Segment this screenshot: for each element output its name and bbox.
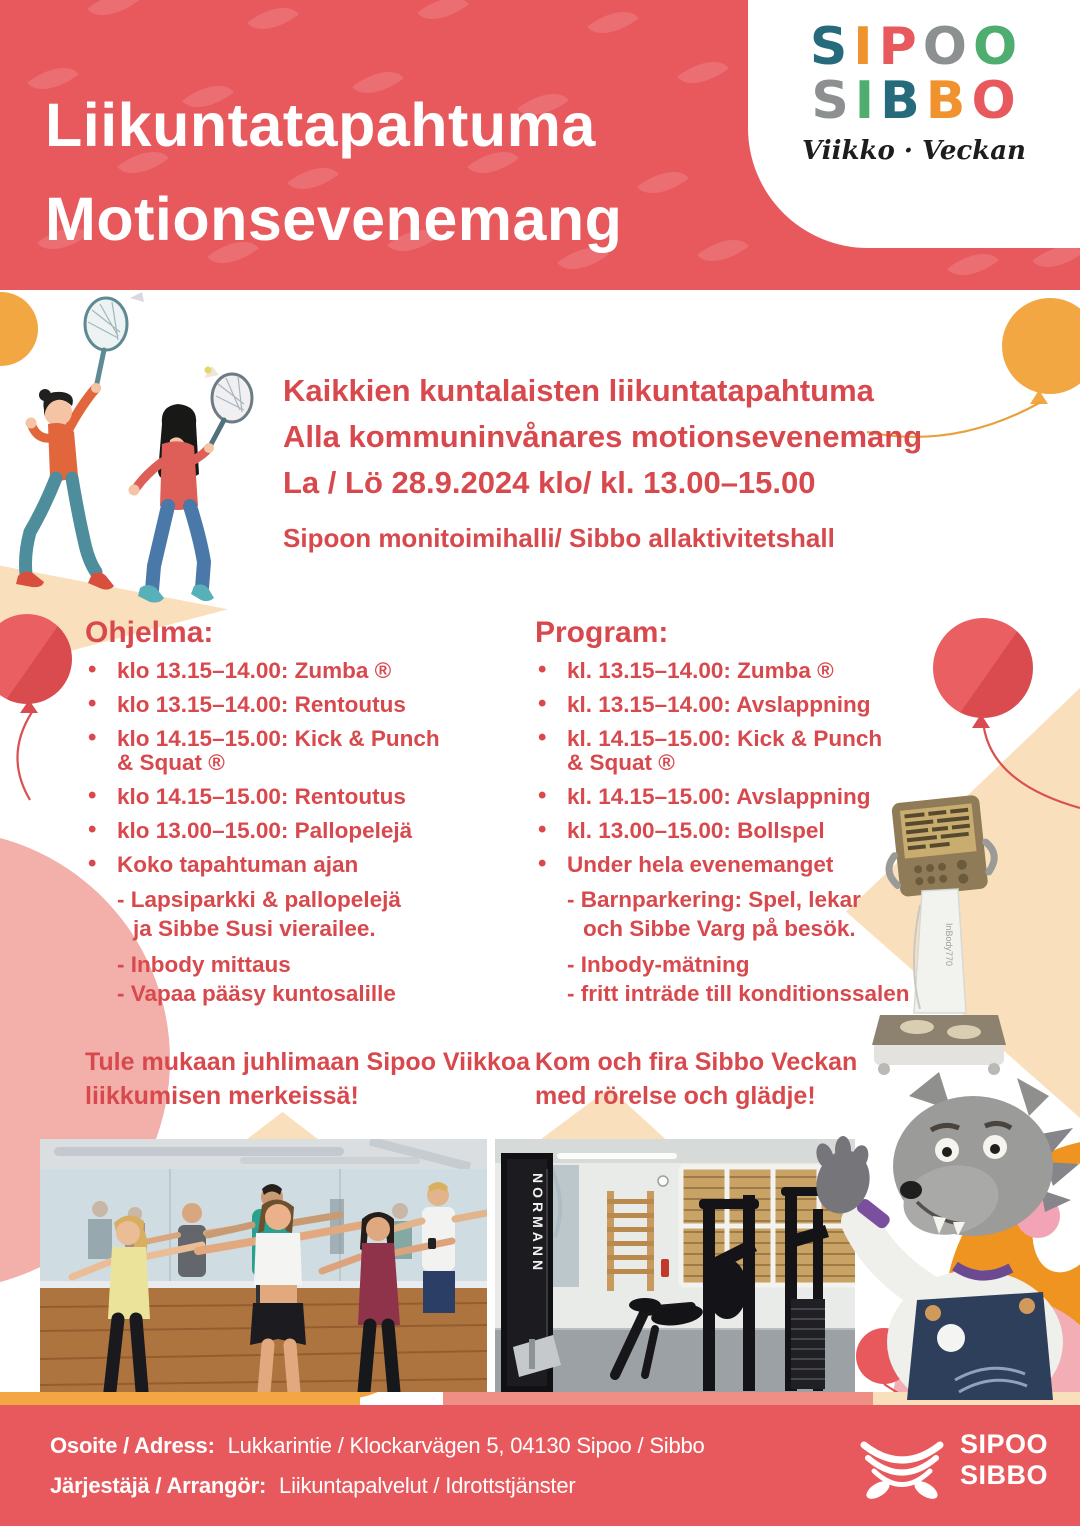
closing-message-fi: Tule mukaan juhlimaan Sipoo Viikkoa liikkumisen merkeissä! xyxy=(85,1048,531,1110)
badminton-player-right xyxy=(129,366,253,603)
program-detail: - Inbody mittaus xyxy=(117,952,291,977)
orange-balloon-decoration xyxy=(1002,298,1080,394)
title-line-sv: Motionsevenemang xyxy=(45,185,623,253)
program-item: • klo 13.15–14.00: Rentoutus xyxy=(85,692,525,718)
sipoo-sibbo-bird-icon xyxy=(856,1441,948,1499)
event-intro xyxy=(283,368,922,554)
program-fi-heading: Ohjelma: xyxy=(85,616,214,649)
logo-letter: O xyxy=(972,17,1019,77)
fitness-class-photo xyxy=(40,1139,487,1392)
program-item: • Koko tapahtuman ajan xyxy=(85,852,525,878)
badminton-players-illustration xyxy=(8,292,270,604)
leaf-decoration xyxy=(677,48,729,96)
leaf-decoration xyxy=(697,226,749,274)
intro-heading-sv: Alla kommuninvånares motionsevenemang xyxy=(283,419,923,454)
logo-letter: I xyxy=(854,71,876,131)
logo-letter: S xyxy=(811,71,850,131)
program-item: • klo 13.15–14.00: Zumba ® xyxy=(85,658,525,684)
footer-organizer-line xyxy=(50,1473,576,1499)
leaf-decoration xyxy=(247,0,299,43)
logo-row-sibbo xyxy=(811,71,1017,131)
program-item: • kl. 13.00–15.00: Bollspel xyxy=(535,818,975,844)
program-item: • klo 13.00–15.00: Pallopelejä xyxy=(85,818,525,844)
wolf-mascot-photo xyxy=(805,1070,1080,1400)
wolf-head xyxy=(893,1072,1079,1243)
sipoo-sibbo-logo-card xyxy=(748,0,1080,248)
program-sv-heading: Program: xyxy=(535,616,669,649)
address-label: Osoite / Adress: xyxy=(50,1433,215,1458)
program-item: • klo 14.15–15.00: Rentoutus xyxy=(85,784,525,810)
address-value: Lukkarintie / Klockarvägen 5, 04130 Sipoo / Sibbo xyxy=(227,1433,705,1458)
closing-message-sv: Kom och fira Sibbo Veckan med rörelse och glädje! xyxy=(535,1048,858,1110)
program-item: • klo 14.15–15.00: Kick & Punch xyxy=(85,726,525,752)
footer-band xyxy=(0,1405,1080,1526)
logo-letter: O xyxy=(922,17,968,77)
program-item: • kl. 14.15–15.00: Kick & Punch xyxy=(535,726,975,752)
strip-orange xyxy=(0,1392,360,1406)
intro-venue: Sipoon monitoimihalli/ Sibbo allaktivitetshall xyxy=(283,523,835,553)
program-detail: - Lapsiparkki & pallopelejä xyxy=(117,887,401,912)
program-detail-cont: ja Sibbe Susi vierailee. xyxy=(133,916,376,941)
program-detail: - Barnparkering: Spel, lekar xyxy=(567,887,861,912)
poster-title xyxy=(45,78,622,266)
program-item: • Under hela evenemanget xyxy=(535,852,975,878)
organizer-label: Järjestäjä / Arrangör: xyxy=(50,1473,267,1498)
balloon-string xyxy=(8,710,68,805)
logo-letter: O xyxy=(971,71,1017,131)
inbody-label: InBody770 xyxy=(944,923,954,967)
logo-letter: I xyxy=(853,17,874,77)
program-detail-cont: och Sibbe Varg på besök. xyxy=(583,916,856,941)
program-detail: - fritt inträde till konditionssalen xyxy=(567,981,910,1006)
cable-tower xyxy=(501,1153,561,1392)
program-column-finnish xyxy=(85,616,531,1113)
inbody-device-photo xyxy=(862,793,1017,1088)
logo-tagline: Viikko · Veckan xyxy=(802,136,1026,166)
badminton-player-left xyxy=(16,292,144,590)
gym-photo xyxy=(495,1139,855,1392)
footer-logo-text: SIPOO SIBBO xyxy=(960,1429,1049,1490)
leaf-decoration xyxy=(637,158,689,206)
program-item-wrap: & Squat ® xyxy=(567,750,675,775)
footer-address-line xyxy=(50,1433,705,1459)
logo-row-sipoo xyxy=(809,17,1019,77)
logo-letter: P xyxy=(878,17,918,77)
program-item-wrap: & Squat ® xyxy=(117,750,225,775)
program-item: • kl. 13.15–14.00: Avslappning xyxy=(535,692,975,718)
logo-letter: B xyxy=(925,71,967,131)
leaf-decoration xyxy=(587,0,639,47)
logo-letter: B xyxy=(880,71,921,131)
title-line-fi: Liikuntatapahtuma xyxy=(45,91,596,159)
intro-datetime: La / Lö 28.9.2024 klo/ kl. 13.00–15.00 xyxy=(283,465,816,500)
program-item: • kl. 14.15–15.00: Avslappning xyxy=(535,784,975,810)
gym-brand-text: NORMANN xyxy=(530,1173,546,1275)
program-detail: - Vapaa pääsy kuntosalille xyxy=(117,981,396,1006)
program-item: • kl. 13.15–14.00: Zumba ® xyxy=(535,658,975,684)
organizer-value: Liikuntapalvelut / Idrottstjänster xyxy=(279,1473,576,1498)
program-detail: - Inbody-mätning xyxy=(567,952,750,977)
leaf-decoration xyxy=(417,0,469,33)
leaf-decoration xyxy=(87,0,139,29)
logo-letter: S xyxy=(809,17,849,77)
intro-heading-fi: Kaikkien kuntalaisten liikuntatapahtuma xyxy=(283,373,874,408)
